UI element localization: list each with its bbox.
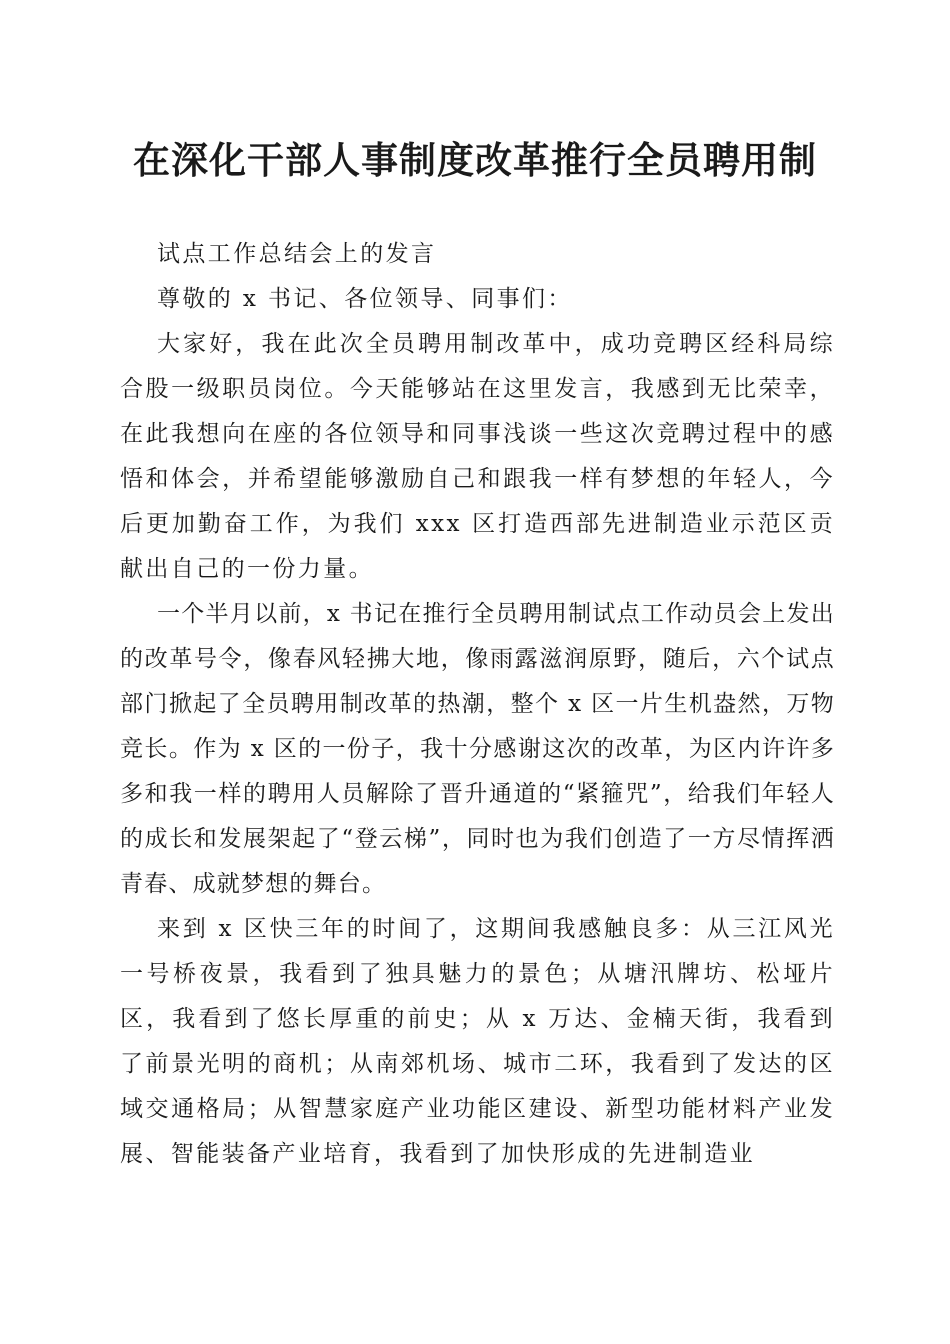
document-body	[120, 232, 835, 1177]
document-title: 在深化干部人事制度改革推行全员聘用制	[133, 138, 817, 182]
subtitle-paragraph: 试点工作总结会上的发言	[157, 241, 437, 267]
body-paragraph: 一个半月以前，x 书记在推行全员聘用制试点工作动员会上发出的改革号令，像春风轻拂大地，像雨露滋润原野，随后，六个试点部门掀起了全员聘用制改革的热潮，整个 x 区一片生机盎然，万物竞长。作为 x 区的一份子，我十分感谢这次的改革，为区内许许多多和我一样的聘用人员解除了晋升通道的“紧箍咒”，给我们年轻人的成长和发展架起了“登云梯”，同时也为我们创造了一方尽情挥洒青春、成就梦想的舞台。	[120, 601, 835, 897]
body-paragraph: 来到 x 区快三年的时间了，这期间我感触良多：从三江风光一号桥夜景，我看到了独具魅力的景色；从塘汛牌坊、松垭片区，我看到了悠长厚重的前史；从 x 万达、金楠天街，我看到了前景光明的商机；从南郊机场、城市二环，我看到了发达的区域交通格局；从智慧家庭产业功能区建设、新型功能材料产业发展、智能装备产业培育，我看到了加快形成的先进制造业	[120, 916, 835, 1167]
salutation-paragraph: 尊敬的 x 书记、各位领导、同事们：	[157, 286, 573, 312]
body-paragraph: 大家好，我在此次全员聘用制改革中，成功竞聘区经科局综合股一级职员岗位。今天能够站在这里发言，我感到无比荣幸，在此我想向在座的各位领导和同事浅谈一些这次竞聘过程中的感悟和体会，并希望能够激励自己和跟我一样有梦想的年轻人，今后更加勤奋工作，为我们 xxx 区打造西部先进制造业示范区贡献出自己的一份力量。	[120, 331, 835, 582]
